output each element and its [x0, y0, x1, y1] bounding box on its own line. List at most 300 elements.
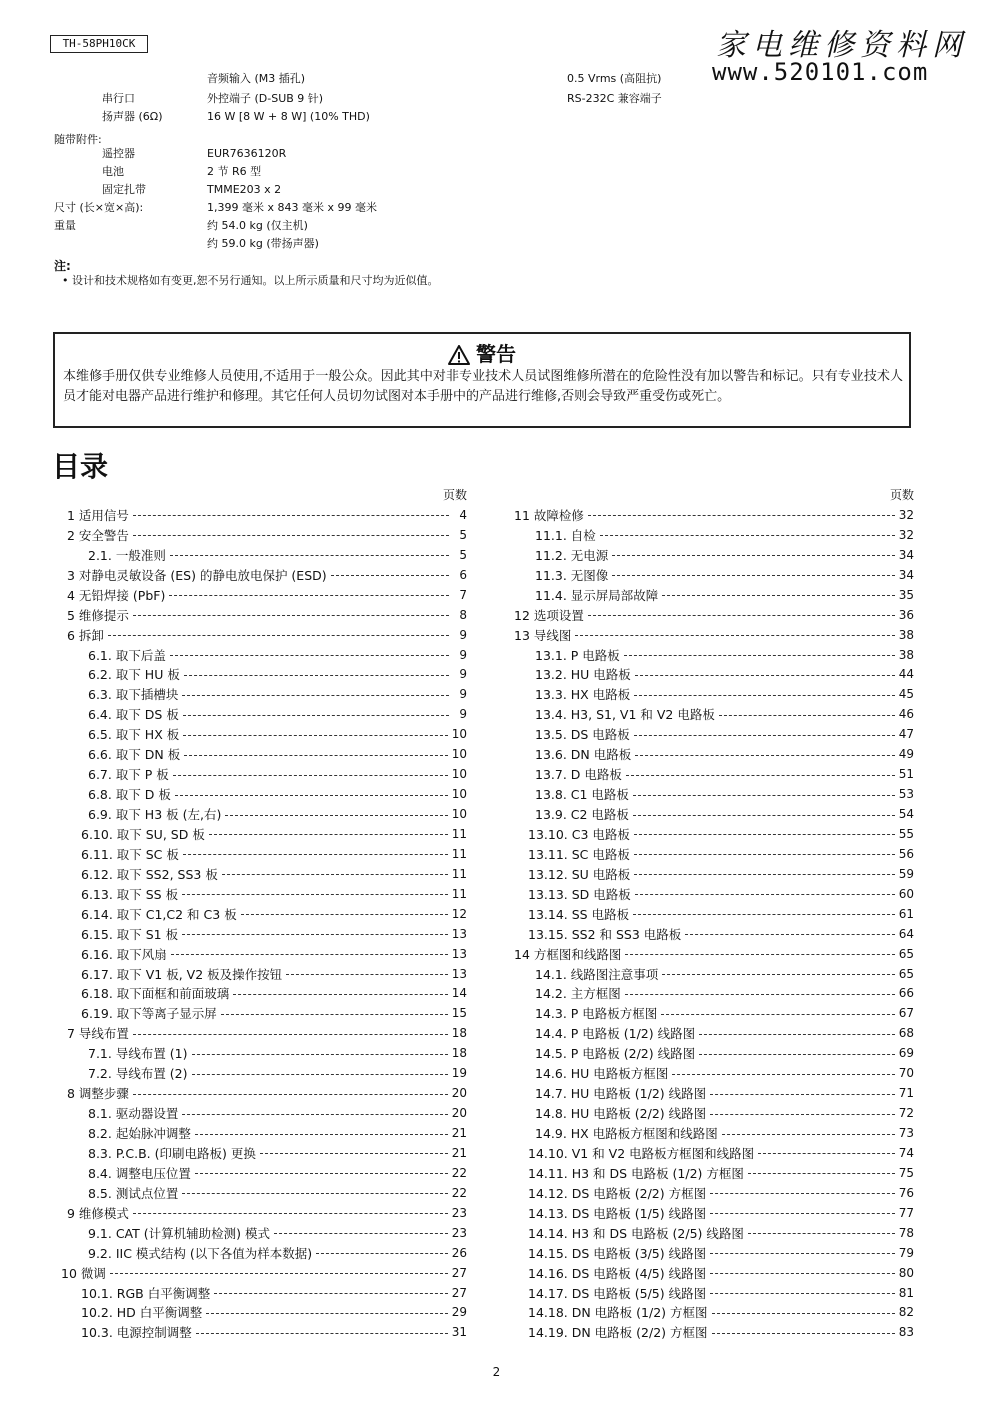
toc-entry-page: 70 [898, 1066, 914, 1081]
toc-entry[interactable] [502, 864, 914, 884]
toc-entry-title: 6 拆卸 [67, 627, 104, 643]
toc-entry-page: 9 [459, 707, 467, 722]
toc-entry[interactable] [502, 1043, 914, 1063]
toc-entry-page: 73 [898, 1126, 914, 1141]
toc-leader-dashes [108, 635, 449, 636]
toc-entry[interactable] [502, 964, 914, 984]
toc-leader-dashes [214, 1293, 448, 1294]
toc-entry-title: 14.5. P 电路板 (2/2) 线路图 [535, 1046, 696, 1062]
toc-leader-dashes [192, 1074, 448, 1075]
toc-leader-dashes [183, 735, 447, 736]
toc-entry-page: 65 [898, 946, 914, 961]
toc-entry[interactable] [502, 984, 914, 1004]
toc-entry-page: 69 [898, 1046, 914, 1061]
toc-entry-page: 18 [451, 1026, 467, 1041]
toc-entry-title: 11 故障检修 [514, 507, 584, 523]
toc-entry-page: 9 [459, 687, 467, 702]
toc-entry-page: 36 [898, 607, 914, 622]
toc-entry[interactable] [55, 1322, 467, 1342]
toc-entry-page: 67 [898, 1006, 914, 1021]
toc-entry-title: 13.7. D 电路板 [535, 767, 622, 783]
toc-leader-dashes [634, 874, 894, 875]
accessory-value: EUR7636120R [207, 147, 287, 160]
toc-entry-title: 6.6. 取下 DN 板 [88, 747, 181, 763]
toc-entry[interactable] [55, 1303, 467, 1323]
weight-value-2: 约 59.0 kg (带扬声器) [207, 237, 319, 250]
toc-leader-dashes [209, 834, 448, 835]
toc-entry-title: 6.2. 取下 HU 板 [88, 667, 180, 683]
toc-entry-title: 6.4. 取下 DS 板 [88, 707, 179, 723]
toc-entry-title: 10.1. RGB 白平衡调整 [81, 1285, 211, 1301]
toc-leader-dashes [748, 1173, 895, 1174]
toc-entry-page: 77 [898, 1205, 914, 1220]
toc-leader-dashes [661, 1014, 894, 1015]
toc-entry-page: 32 [898, 527, 914, 542]
toc-leader-dashes [286, 974, 448, 975]
toc-entry-title: 14.6. HU 电路板方框图 [535, 1066, 669, 1082]
toc-entry-page: 54 [898, 807, 914, 822]
toc-entry-page: 29 [451, 1305, 467, 1320]
toc-entry-page: 80 [898, 1265, 914, 1280]
toc-entry-title: 6.8. 取下 D 板 [88, 787, 171, 803]
toc-leader-dashes [612, 575, 894, 576]
toc-entry[interactable] [55, 545, 467, 565]
toc-entry[interactable] [502, 884, 914, 904]
toc-entry-title: 13 导线图 [514, 627, 572, 643]
toc-entry-title: 11.1. 自检 [535, 527, 596, 543]
toc-entry-page: 82 [898, 1305, 914, 1320]
toc-entry[interactable] [55, 645, 467, 665]
toc-entry[interactable] [502, 1243, 914, 1263]
toc-entry-page: 60 [898, 886, 914, 901]
toc-entry[interactable] [55, 984, 467, 1004]
toc-leader-dashes [133, 1034, 448, 1035]
toc-entry[interactable] [55, 1243, 467, 1263]
toc-entry[interactable] [502, 1223, 914, 1243]
toc-entry-page: 15 [451, 1006, 467, 1021]
toc-entry[interactable] [502, 1143, 914, 1163]
toc-leader-dashes [182, 1114, 447, 1115]
toc-column-left [55, 485, 467, 1342]
toc-entry[interactable] [55, 824, 467, 844]
warning-body: 本维修手册仅供专业维修人员使用,不适用于一般公众。因此其中对非专业技术人员试图维修所潜在的危险性没有加以警告和标记。只有专业技术人员才能对电器产品进行维护和修理。其它任何人员切勿试图对本手册中的产品进行维修,否则会导致严重受伤或死亡。 [63, 369, 903, 404]
toc-entry-page: 34 [898, 547, 914, 562]
toc-entry[interactable] [502, 784, 914, 804]
accessory-label: 电池 [102, 165, 124, 178]
toc-entry[interactable] [502, 645, 914, 665]
toc-entry[interactable] [55, 844, 467, 864]
toc-entry-page: 81 [898, 1285, 914, 1300]
toc-entry[interactable] [502, 625, 914, 645]
toc-entry-page: 79 [898, 1245, 914, 1260]
toc-leader-dashes [133, 535, 449, 536]
toc-entry-page: 68 [898, 1026, 914, 1041]
toc-entry-title: 13.8. C1 电路板 [535, 787, 629, 803]
toc-entry-page: 18 [451, 1046, 467, 1061]
toc-leader-dashes [170, 555, 449, 556]
toc-entry-page: 11 [451, 846, 467, 861]
toc-leader-dashes [170, 655, 449, 656]
toc-entry[interactable] [502, 565, 914, 585]
toc-entry-title: 10.2. HD 白平衡调整 [81, 1305, 203, 1321]
toc-entry-page: 38 [898, 627, 914, 642]
toc-entry-page: 22 [451, 1165, 467, 1180]
toc-entry-page: 5 [459, 547, 467, 562]
toc-entry-page: 9 [459, 647, 467, 662]
toc-entry-title: 7.2. 导线布置 (2) [88, 1066, 188, 1082]
toc-entry-page: 20 [451, 1106, 467, 1121]
toc-entry-title: 13.14. SS 电路板 [528, 906, 630, 922]
toc-leader-dashes [685, 934, 894, 935]
toc-entry[interactable] [55, 684, 467, 704]
toc-entry-title: 13.12. SU 电路板 [528, 866, 631, 882]
toc-entry[interactable] [55, 585, 467, 605]
toc-entry[interactable] [502, 525, 914, 545]
toc-entry-page: 10 [451, 727, 467, 742]
spec-label: 串行口 [102, 92, 135, 105]
toc-entry-title: 9.2. IIC 模式结构 (以下各值为样本数据) [88, 1245, 313, 1261]
toc-entry[interactable] [502, 1163, 914, 1183]
toc-entry-title: 14.15. DS 电路板 (3/5) 线路图 [528, 1245, 707, 1261]
weight-value-1: 约 54.0 kg (仅主机) [207, 219, 308, 232]
toc-entry[interactable] [55, 565, 467, 585]
toc-entry-page: 26 [451, 1245, 467, 1260]
toc-entry-page: 5 [459, 527, 467, 542]
toc-entry[interactable] [502, 1322, 914, 1342]
accessories-heading: 随带附件: [54, 133, 102, 146]
toc-entry-title: 14.18. DN 电路板 (1/2) 方框图 [528, 1305, 708, 1321]
toc-leader-dashes [672, 1074, 894, 1075]
spec-label: 扬声器 (6Ω) [102, 110, 163, 123]
toc-entry-page: 45 [898, 687, 914, 702]
toc-entry-page: 10 [451, 787, 467, 802]
toc-entry-page: 20 [451, 1086, 467, 1101]
toc-entry-title: 13.3. HX 电路板 [535, 687, 631, 703]
toc-leader-dashes [635, 675, 895, 676]
toc-entry-page: 55 [898, 826, 914, 841]
toc-entry-title: 6.18. 取下面框和前面玻璃 [81, 986, 230, 1002]
toc-entry-page: 11 [451, 866, 467, 881]
toc-entry-page: 13 [451, 926, 467, 941]
toc-entry[interactable] [55, 964, 467, 984]
toc-entry[interactable] [502, 684, 914, 704]
toc-entry-title: 2.1. 一般准则 [88, 547, 166, 563]
toc-entry-page: 76 [898, 1185, 914, 1200]
toc-entry-title: 13.13. SD 电路板 [528, 886, 631, 902]
toc-entry-page: 13 [451, 966, 467, 981]
toc-entry-title: 6.16. 取下风扇 [81, 946, 167, 962]
toc-entry-page: 31 [451, 1325, 467, 1340]
toc-entry-title: 14.10. V1 和 V2 电路板方框图和线路图 [528, 1145, 755, 1161]
toc-entry-title: 11.3. 无图像 [535, 567, 609, 583]
toc-entry-page: 22 [451, 1185, 467, 1200]
toc-entry[interactable] [55, 924, 467, 944]
spec-value: 外控端子 (D-SUB 9 针) [207, 92, 324, 105]
toc-entry[interactable] [55, 1283, 467, 1303]
toc-leader-dashes [758, 1153, 895, 1154]
toc-entry-title: 13.4. H3, S1, V1 和 V2 电路板 [535, 707, 715, 723]
toc-leader-dashes [182, 1193, 447, 1194]
toc-leader-dashes [175, 795, 448, 796]
toc-entry-page: 23 [451, 1225, 467, 1240]
watermark-url: www.520101.com [712, 58, 929, 86]
toc-entry[interactable] [502, 1183, 914, 1203]
toc-entry-title: 6.19. 取下等离子显示屏 [81, 1006, 217, 1022]
toc-leader-dashes [206, 1313, 447, 1314]
toc-entry[interactable] [55, 1263, 467, 1283]
toc-entry[interactable] [502, 944, 914, 964]
toc-entry-title: 7.1. 导线布置 (1) [88, 1046, 188, 1062]
page-number: 2 [492, 1365, 501, 1379]
accessory-value: TMME203 x 2 [207, 183, 282, 196]
toc-entry-page: 71 [898, 1086, 914, 1101]
toc-entry-page: 4 [459, 507, 467, 522]
toc-leader-dashes [710, 1114, 895, 1115]
toc-leader-dashes [624, 655, 895, 656]
toc-entry-title: 6.11. 取下 SC 板 [81, 846, 179, 862]
toc-entry-title: 13.5. DS 电路板 [535, 727, 630, 743]
toc-entry-title: 8.1. 驱动器设置 [88, 1106, 179, 1122]
toc-entry-title: 14.11. H3 和 DS 电路板 (1/2) 方框图 [528, 1165, 744, 1181]
toc-entry-page: 32 [898, 507, 914, 522]
toc-entry-page: 65 [898, 966, 914, 981]
toc-entry[interactable] [502, 1303, 914, 1323]
toc-leader-dashes [316, 1253, 448, 1254]
toc-entry[interactable] [55, 505, 467, 525]
toc-entry[interactable] [55, 1203, 467, 1223]
toc-leader-dashes [719, 715, 895, 716]
toc-entry-title: 13.1. P 电路板 [535, 647, 620, 663]
toc-entry[interactable] [502, 505, 914, 525]
toc-entry-title: 6.9. 取下 H3 板 (左,右) [88, 807, 222, 823]
toc-entry[interactable] [502, 904, 914, 924]
toc-entry-title: 11.4. 显示屏局部故障 [535, 587, 659, 603]
toc-entry[interactable] [55, 944, 467, 964]
toc-entry-page: 7 [459, 587, 467, 602]
toc-entry-title: 7 导线布置 [67, 1026, 129, 1042]
toc-column-right [502, 485, 914, 1342]
toc-entry[interactable] [502, 844, 914, 864]
toc-entry[interactable] [55, 804, 467, 824]
toc-entry[interactable] [55, 1123, 467, 1143]
toc-entry-page: 13 [451, 946, 467, 961]
toc-entry-page: 9 [459, 667, 467, 682]
toc-entry-title: 10 微调 [61, 1265, 106, 1281]
toc-entry-title: 14 方框图和线路图 [514, 946, 622, 962]
toc-entry[interactable] [55, 904, 467, 924]
toc-leader-dashes [260, 1153, 448, 1154]
toc-entry-title: 6.1. 取下后盖 [88, 647, 166, 663]
toc-entry[interactable] [502, 665, 914, 685]
toc-entry-title: 8.4. 调整电压位置 [88, 1165, 191, 1181]
toc-entry-title: 13.10. C3 电路板 [528, 826, 630, 842]
toc-entry[interactable] [502, 585, 914, 605]
toc-leader-dashes [274, 1233, 448, 1234]
toc-leader-dashes [192, 1054, 448, 1055]
toc-entry[interactable] [502, 1123, 914, 1143]
toc-entry-page: 21 [451, 1145, 467, 1160]
toc-entry-page: 11 [451, 886, 467, 901]
toc-leader-dashes [173, 775, 448, 776]
toc-entry[interactable] [55, 1023, 467, 1043]
toc-entry[interactable] [55, 1083, 467, 1103]
toc-entry-title: 2 安全警告 [67, 527, 129, 543]
toc-entry[interactable] [502, 1263, 914, 1283]
toc-leader-dashes [225, 815, 447, 816]
toc-entry-title: 14.2. 主方框图 [535, 986, 621, 1002]
toc-entry-title: 14.16. DS 电路板 (4/5) 线路图 [528, 1265, 707, 1281]
toc-leader-dashes [635, 755, 894, 756]
toc-entry-title: 5 维修提示 [67, 607, 129, 623]
toc-entry[interactable] [55, 1103, 467, 1123]
toc-entry[interactable] [502, 764, 914, 784]
toc-entry-page: 51 [898, 767, 914, 782]
toc-entry[interactable] [55, 625, 467, 645]
toc-entry[interactable] [55, 704, 467, 724]
toc-entry-title: 11.2. 无电源 [535, 547, 609, 563]
toc-entry-title: 8.2. 起始脉冲调整 [88, 1126, 191, 1142]
toc-entry[interactable] [502, 924, 914, 944]
toc-leader-dashes [710, 1253, 895, 1254]
toc-entry[interactable] [502, 1003, 914, 1023]
toc-entry-page: 12 [451, 906, 467, 921]
toc-leader-dashes [634, 834, 895, 835]
toc-entry-title: 1 适用信号 [67, 507, 129, 523]
toc-leader-dashes [710, 1213, 895, 1214]
toc-entry-page: 49 [898, 747, 914, 762]
toc-entry-page: 27 [451, 1265, 467, 1280]
toc-leader-dashes [169, 595, 449, 596]
toc-leader-dashes [634, 735, 895, 736]
toc-entry-title: 14.7. HU 电路板 (1/2) 线路图 [535, 1086, 707, 1102]
toc-entry[interactable] [502, 724, 914, 744]
toc-entry-page: 83 [898, 1325, 914, 1340]
toc-entry[interactable] [55, 744, 467, 764]
warning-box [53, 332, 911, 428]
toc-entry[interactable] [502, 744, 914, 764]
accessory-label: 遥控器 [102, 147, 135, 160]
toc-entry[interactable] [55, 1043, 467, 1063]
toc-list-left [55, 505, 467, 1342]
toc-entry[interactable] [502, 605, 914, 625]
toc-entry[interactable] [502, 1083, 914, 1103]
toc-entry[interactable] [55, 665, 467, 685]
spec-value: 16 W [8 W + 8 W] (10% THD) [207, 110, 370, 123]
dimensions-value: 1,399 毫米 x 843 毫米 x 99 毫米 [207, 201, 377, 214]
toc-entry-page: 19 [451, 1066, 467, 1081]
toc-entry[interactable] [55, 1183, 467, 1203]
toc-entry-title: 6.5. 取下 HX 板 [88, 727, 180, 743]
toc-leader-dashes [110, 1273, 448, 1274]
toc-entry-title: 3 对静电灵敏设备 (ES) 的静电放电保护 (ESD) [67, 567, 327, 583]
toc-entry[interactable] [55, 864, 467, 884]
toc-entry-page: 8 [459, 607, 467, 622]
toc-leader-dashes [710, 1193, 895, 1194]
toc-entry[interactable] [55, 1163, 467, 1183]
toc-leader-dashes [241, 914, 448, 915]
toc-leader-dashes [182, 894, 448, 895]
toc-leader-dashes [233, 994, 447, 995]
toc-entry-title: 13.9. C2 电路板 [535, 807, 629, 823]
toc-title: 目录 [52, 450, 109, 483]
toc-entry-title: 6.12. 取下 SS2, SS3 板 [81, 866, 218, 882]
toc-entry[interactable] [502, 704, 914, 724]
toc-entry-title: 6.17. 取下 V1 板, V2 板及操作按钮 [81, 966, 283, 982]
toc-leader-dashes [699, 1034, 895, 1035]
toc-leader-dashes [634, 695, 895, 696]
toc-leader-dashes [196, 1333, 448, 1334]
toc-entry-page: 53 [898, 787, 914, 802]
toc-leader-dashes [182, 695, 449, 696]
toc-entry-title: 14.1. 线路图注意事项 [535, 966, 659, 982]
toc-entry[interactable] [502, 1103, 914, 1123]
toc-entry-title: 14.14. H3 和 DS 电路板 (2/5) 线路图 [528, 1225, 744, 1241]
toc-entry-page: 23 [451, 1205, 467, 1220]
toc-entry-page: 56 [898, 846, 914, 861]
toc-entry-page: 14 [451, 986, 467, 1001]
toc-leader-dashes [182, 934, 448, 935]
toc-entry-title: 12 选项设置 [514, 607, 584, 623]
toc-leader-dashes [183, 715, 449, 716]
toc-entry[interactable] [502, 1283, 914, 1303]
toc-leader-dashes [184, 675, 449, 676]
toc-entry-page: 66 [898, 986, 914, 1001]
toc-entry[interactable] [55, 1003, 467, 1023]
toc-entry[interactable] [55, 1223, 467, 1243]
toc-entry-title: 6.13. 取下 SS 板 [81, 886, 179, 902]
toc-entry[interactable] [55, 1143, 467, 1163]
watermark-title: 家电维修资料网 [716, 28, 968, 63]
spec-value-2: 0.5 Vrms (高阻抗) [567, 72, 662, 85]
toc-leader-dashes [575, 635, 894, 636]
toc-leader-dashes [133, 515, 449, 516]
toc-entry[interactable] [502, 545, 914, 565]
toc-entry-page: 21 [451, 1126, 467, 1141]
toc-entry-title: 8 调整步骤 [67, 1086, 129, 1102]
warning-title: 警告 [476, 342, 516, 366]
toc-leader-dashes [183, 854, 448, 855]
toc-entry-page: 44 [898, 667, 914, 682]
toc-entry-page: 61 [898, 906, 914, 921]
toc-entry[interactable] [55, 525, 467, 545]
toc-entry-title: 13.6. DN 电路板 [535, 747, 632, 763]
toc-entry[interactable] [502, 804, 914, 824]
toc-entry[interactable] [55, 884, 467, 904]
toc-entry[interactable] [502, 1063, 914, 1083]
toc-entry-title: 14.13. DS 电路板 (1/5) 线路图 [528, 1205, 707, 1221]
toc-leader-dashes [662, 595, 894, 596]
toc-entry[interactable] [55, 605, 467, 625]
toc-leader-dashes [625, 994, 895, 995]
toc-entry[interactable] [502, 1023, 914, 1043]
toc-entry[interactable] [55, 784, 467, 804]
toc-leader-dashes [722, 1134, 895, 1135]
toc-leader-dashes [699, 1054, 895, 1055]
toc-entry-page: 46 [898, 707, 914, 722]
toc-entry[interactable] [55, 1063, 467, 1083]
toc-leader-dashes [633, 815, 895, 816]
toc-entry[interactable] [502, 1203, 914, 1223]
toc-leader-dashes [710, 1273, 895, 1274]
toc-leader-dashes [588, 515, 895, 516]
toc-entry-page: 35 [898, 587, 914, 602]
toc-entry-title: 13.2. HU 电路板 [535, 667, 631, 683]
toc-entry[interactable] [55, 764, 467, 784]
toc-leader-dashes [748, 1233, 895, 1234]
toc-leader-dashes [712, 1313, 895, 1314]
toc-entry[interactable] [502, 824, 914, 844]
toc-entry[interactable] [55, 724, 467, 744]
